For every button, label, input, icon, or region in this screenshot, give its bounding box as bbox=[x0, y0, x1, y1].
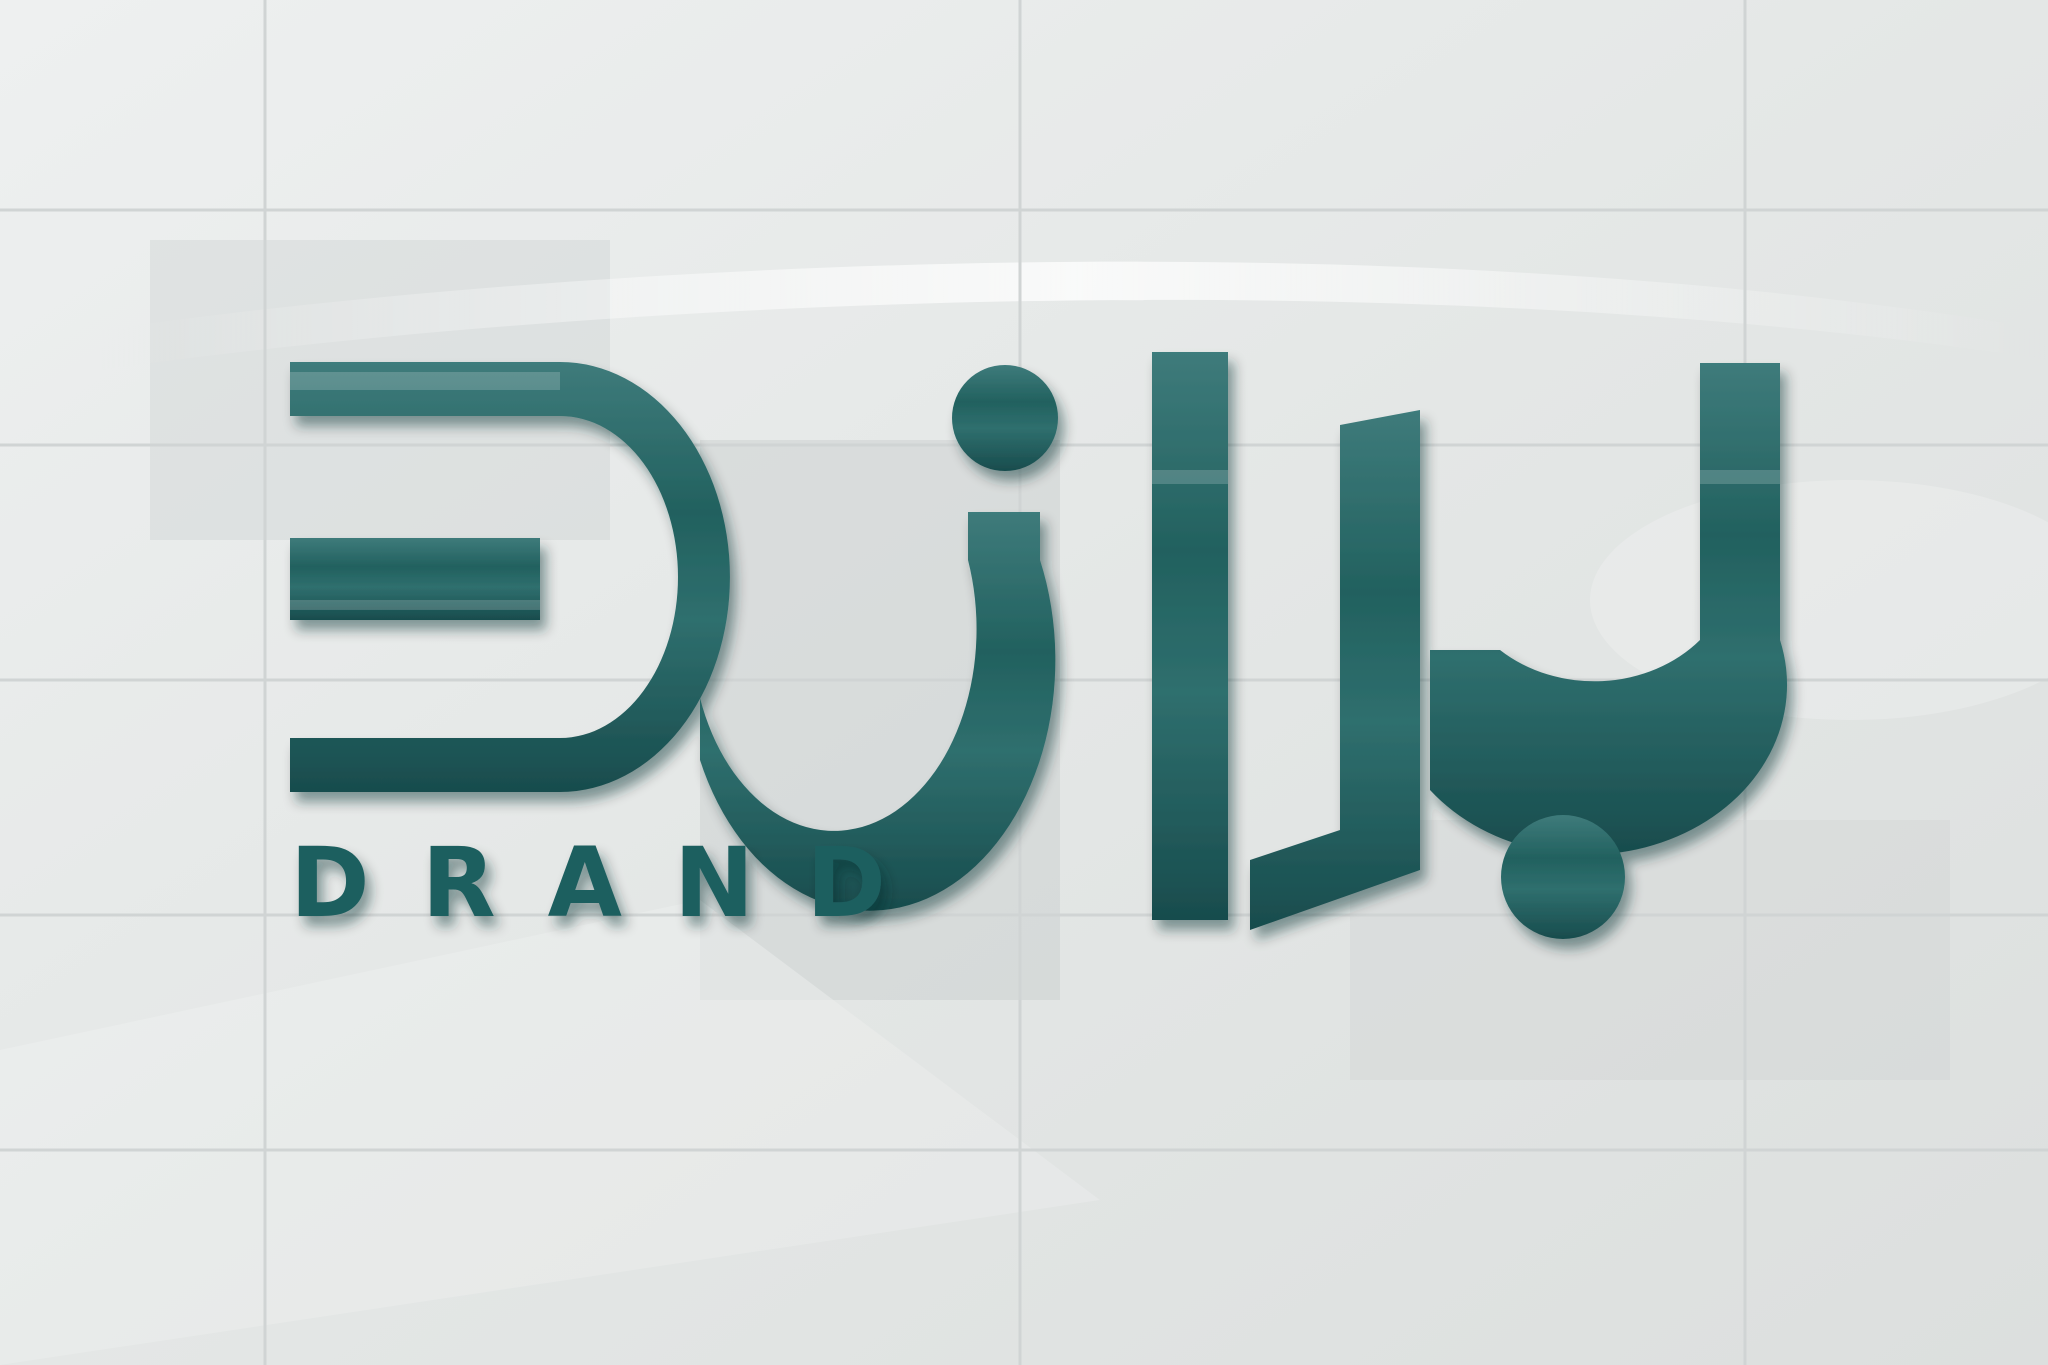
latin-wordmark-text: DRAND bbox=[290, 827, 938, 939]
latin-wordmark bbox=[290, 827, 938, 939]
alif-bar bbox=[1152, 352, 1228, 920]
bottom-dot bbox=[1501, 815, 1625, 939]
top-dot bbox=[952, 365, 1058, 471]
